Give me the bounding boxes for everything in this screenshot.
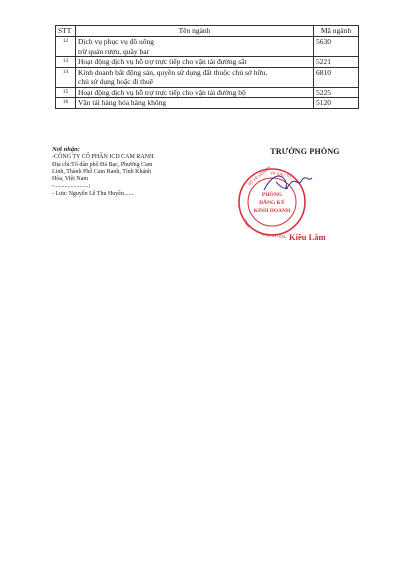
row-name-line: Kinh doanh bất động sản, quyền sử dụng đất thuộc chủ sở hữu, xyxy=(78,67,268,77)
row-name-line: Dịch vụ phục vụ đồ uống xyxy=(78,37,155,46)
stamp-line-1: PHÒNG xyxy=(261,192,283,198)
table-row xyxy=(56,37,359,57)
recipients-block xyxy=(52,146,212,198)
row-name xyxy=(76,67,314,87)
row-code: 6810 xyxy=(314,67,359,87)
row-name-line: chủ sử dụng hoặc đi thuê xyxy=(78,77,154,86)
row-stt: 12 xyxy=(56,37,76,57)
stamp-line-3: KINH DOANH xyxy=(253,208,291,214)
row-name-line: Hoạt động dịch vụ hỗ trợ trực tiếp cho vận tải đường sắt xyxy=(78,57,247,66)
row-name-line: Vận tải hàng hóa hàng không xyxy=(78,98,167,107)
recipient-line: - Lưu: Nguyễn Lê Thu Huyền....... xyxy=(52,190,135,197)
row-stt: 14 xyxy=(56,67,76,87)
recipient-line: Hòa, Việt Nam xyxy=(52,176,89,183)
signer-block xyxy=(230,147,380,156)
svg-text:KHÁNH HÒA: KHÁNH HÒA xyxy=(261,232,287,240)
row-stt: 16 xyxy=(56,98,76,109)
table-row xyxy=(56,87,359,98)
svg-text:VÀ ĐẦU TƯ: VÀ ĐẦU TƯ xyxy=(269,170,293,179)
row-stt: 15 xyxy=(56,87,76,98)
row-code: 5225 xyxy=(314,87,359,98)
signer-role: TRƯỞNG PHÒNG xyxy=(270,147,340,156)
recipients-title: Nơi nhận: xyxy=(52,146,80,153)
svg-text:TỈNH: TỈNH xyxy=(242,218,252,229)
header-name: Tên ngành xyxy=(76,26,314,37)
row-name xyxy=(76,87,314,98)
recipient-line: Linh, Thành Phố Cam Ranh, Tỉnh Khánh xyxy=(52,168,152,175)
row-name xyxy=(76,98,314,109)
business-lines-table xyxy=(55,25,359,109)
row-name-line: Hoạt động dịch vụ hỗ trợ trực tiếp cho vận tải đường bộ xyxy=(78,87,246,97)
signer-name: Kiều Lâm xyxy=(289,232,326,242)
recipient-line: -CÔNG TY CỔ PHẦN ICD CAM RANH. xyxy=(52,154,155,161)
row-code: 5120 xyxy=(314,98,359,109)
row-name xyxy=(76,57,314,68)
row-name xyxy=(76,37,314,57)
row-stt: 13 xyxy=(56,57,76,68)
row-code: 5630 xyxy=(314,37,359,57)
header-code: Mã ngành xyxy=(314,26,359,37)
stamp-line-2: ĐĂNG KÝ xyxy=(259,200,285,206)
row-name-line: trừ quán rượu, quầy bar xyxy=(78,46,150,56)
row-code: 5221 xyxy=(314,57,359,68)
recipient-line: -.......................; xyxy=(52,183,91,190)
table-header-row xyxy=(56,26,359,37)
table-row xyxy=(56,67,359,87)
recipient-line: Địa chỉ:Tổ dân phố Đá Bạc, Phường Cam xyxy=(52,161,153,168)
svg-text:SỞ KẾ HOẠCH: SỞ KẾ HOẠCH xyxy=(246,164,272,187)
table-row xyxy=(56,57,359,68)
header-stt: STT xyxy=(56,26,76,37)
table-row xyxy=(56,98,359,109)
